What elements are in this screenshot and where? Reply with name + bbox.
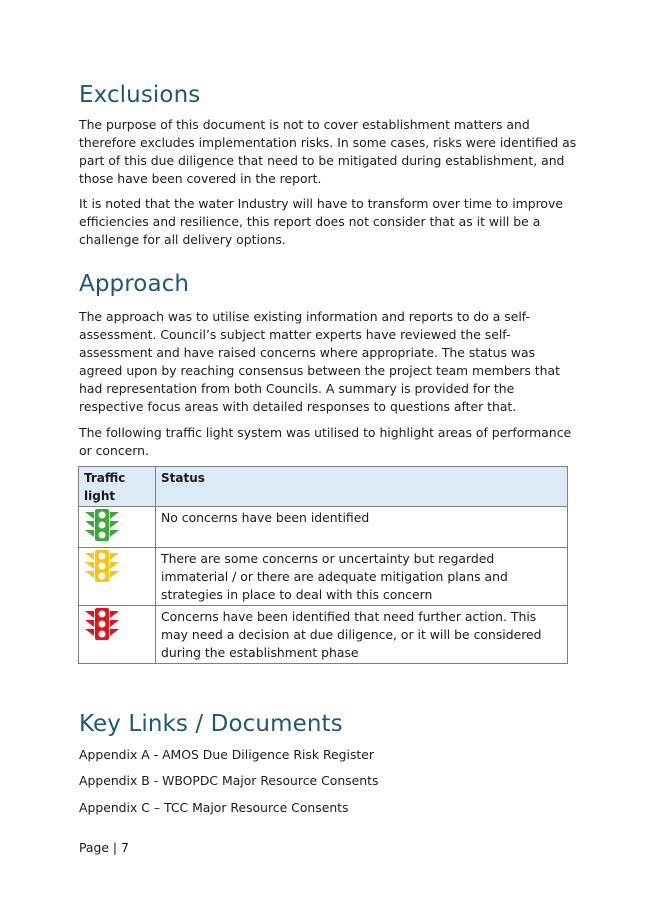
status-cell: No concerns have been identified [156,507,568,548]
exclusions-heading: Exclusions [79,82,201,108]
appendix-link-a[interactable]: Appendix A - AMOS Due Diligence Risk Register [79,747,374,762]
table-row [79,548,568,606]
table-header-row [79,467,568,507]
appendix-link-b[interactable]: Appendix B - WBOPDC Major Resource Consents [79,773,379,788]
page-number: Page | 7 [79,840,129,855]
approach-heading: Approach [79,271,190,297]
status-cell: Concerns have been identified that need further action. This may need a decision at due diligence, or it will be considered during the establishment phase [156,606,568,664]
table-row [79,507,568,548]
green-traffic-light-icon [84,509,120,541]
traffic-light-cell [79,606,156,664]
key-links-heading: Key Links / Documents [79,711,343,737]
traffic-light-cell [79,507,156,548]
status-cell: There are some concerns or uncertainty but regarded immaterial / or there are adequate mitigation plans and strategies in place to deal with this concern [156,548,568,606]
approach-paragraph-2: The following traffic light system was utilised to highlight areas of performance or concern. [79,425,572,458]
exclusions-paragraph-2: It is noted that the water Industry will have to transform over time to improve efficiencies and resilience, this report does not consider that as it will be a challenge for all delivery options. [79,196,563,247]
red-traffic-light-icon [84,608,120,640]
traffic-light-cell [79,548,156,606]
header-traffic-light: Traffic light [79,467,156,507]
amber-traffic-light-icon [84,550,120,582]
exclusions-paragraph-1: The purpose of this document is not to cover establishment matters and therefore excludes implementation risks. In some cases, risks were identified as part of this due diligence that need to be mitigated during establishment, and those have been covered in the report. [79,117,577,186]
traffic-light-table [78,466,568,664]
approach-paragraph-1: The approach was to utilise existing information and reports to do a self-assessment. Council’s subject matter experts have reviewed the self-assessment and have raised concerns where appropriate. The status was agreed upon by reaching consensus between the project team members that had representation from both Councils. A summary is provided for the respective focus areas with detailed responses to questions after that. [79,309,560,414]
table-row [79,606,568,664]
appendix-link-c[interactable]: Appendix C – TCC Major Resource Consents [79,800,349,815]
header-status: Status [156,467,568,507]
